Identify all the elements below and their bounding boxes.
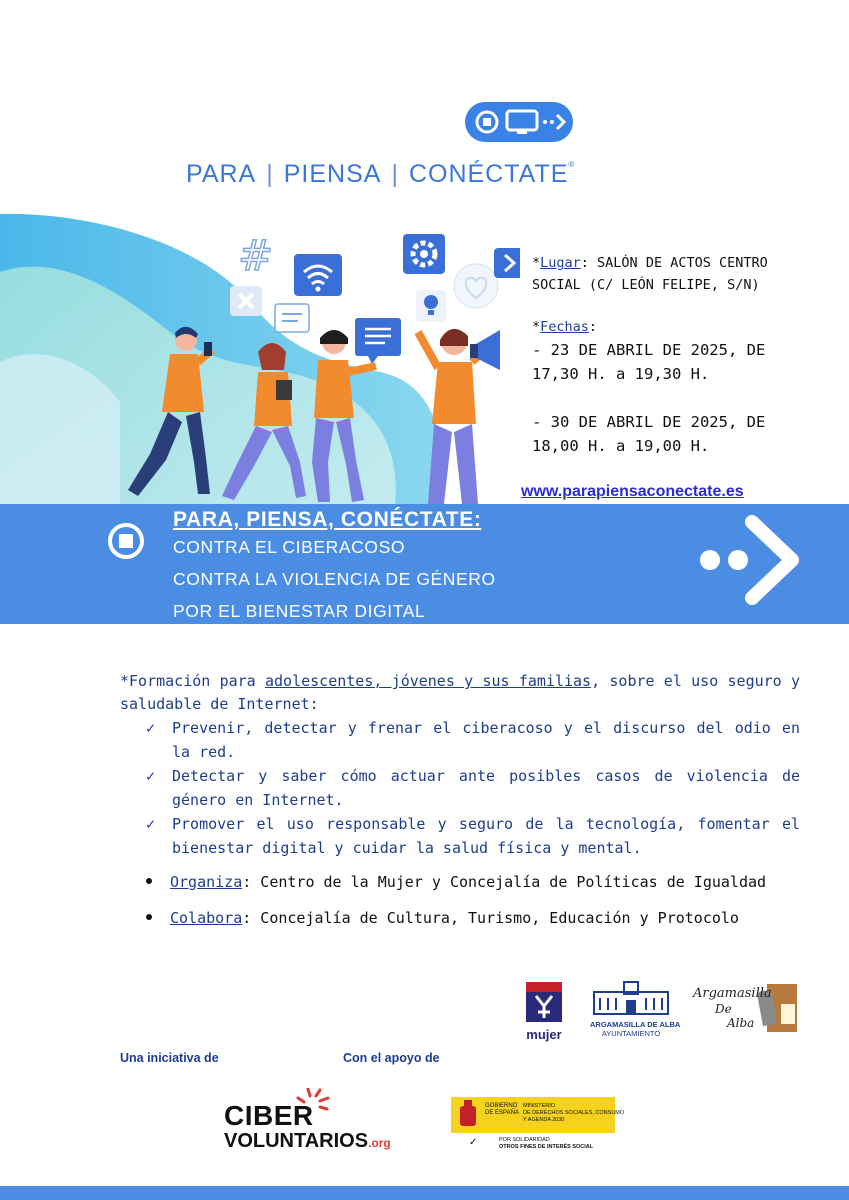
logo-mujer [524, 982, 564, 1042]
fecha-1-line-1: - 23 DE ABRIL DE 2025, DE [532, 341, 766, 359]
lugar-line-1: *Lugar: SALÓN DE ACTOS CENTRO [532, 255, 768, 271]
registered-mark: ® [568, 160, 576, 169]
argamasilla-text-3: Alba [727, 1016, 755, 1030]
logo-mujer-text: mujer [526, 1027, 562, 1042]
apoyo-label: Con el apoyo de [343, 1051, 440, 1065]
bullet-icon [146, 878, 152, 884]
fecha-2-line-2: 18,00 H. a 19,00 H. [532, 437, 710, 455]
banner-line-bienestar: POR EL BIENESTAR DIGITAL [173, 601, 426, 621]
intro-paragraph [120, 670, 800, 716]
objectives-list [146, 716, 800, 860]
dot-icon [700, 550, 720, 570]
intro-prefix: *Formación para [120, 672, 265, 690]
wifi-icon [294, 254, 342, 296]
lugar-text-1: SALÓN DE ACTOS CENTRO [597, 255, 768, 271]
svg-text:#: # [238, 231, 274, 280]
colabora-label: Colabora [170, 909, 243, 927]
lugar-text-2: SOCIAL (C/ LEÓN FELIPE, S/N) [532, 277, 760, 293]
ayto-name: ARGAMASILLA DE ALBA [590, 1020, 681, 1029]
logo-badge-icons [465, 102, 573, 142]
close-icon [230, 286, 262, 316]
town-hall-icon [590, 980, 672, 1016]
banner-title: PARA, PIENSA, CONÉCTATE: [173, 508, 482, 531]
cibervoluntarios-voluntarios: VOLUNTARIOS.org [224, 1130, 391, 1152]
chevron-right-icon [752, 522, 792, 598]
hashtag-icon [238, 231, 273, 280]
event-info [532, 252, 832, 458]
mujer-emblem-icon [524, 982, 564, 1024]
intro-audience: adolescentes, jóvenes y sus familias [264, 672, 592, 690]
logo-gobierno [451, 1097, 625, 1153]
heart-icon [454, 264, 498, 308]
fechas-label: Fechas [540, 319, 589, 335]
logo-part-conectate: CONÉCTATE [408, 160, 569, 188]
logo-part-piensa: PIENSA [283, 160, 382, 188]
logo-wordmark: PARA | PIENSA | CONÉCTATE® [186, 160, 576, 188]
lugar-label: Lugar [540, 255, 581, 271]
colabora-text: : Concejalía de Cultura, Turismo, Educación y Protocolo [242, 909, 739, 927]
banner-line-ciberacoso: CONTRA EL CIBERACOSO [173, 537, 406, 557]
intro-suffix: , sobre el uso seguro y saludable de Internet: [120, 672, 801, 713]
hero-illustration [0, 212, 520, 504]
cibervoluntarios-ciber: CIBER [224, 1100, 314, 1131]
organiza-line [146, 873, 826, 891]
argamasilla-text-1: Argamasilla [693, 986, 772, 1001]
bullet-icon [146, 914, 152, 920]
gear-icon [403, 234, 445, 274]
organiza-text: : Centro de la Mujer y Concejalía de Políticas de Igualdad [242, 873, 767, 891]
list-item: ✓ Prevenir, detectar y frenar el ciberacoso y el discurso del odio en la red. [146, 716, 800, 764]
logo-part-para: PARA [186, 160, 257, 188]
argamasilla-text-2: De [715, 1002, 732, 1016]
fecha-2-line-1: - 30 DE ABRIL DE 2025, DE [532, 413, 766, 431]
cibervoluntarios-org: .org [368, 1136, 391, 1150]
fechas-line: *Fechas: [532, 319, 598, 335]
check-icon: ✓ [146, 767, 156, 785]
website-link[interactable]: www.parapiensaconectate.es [521, 483, 744, 500]
bottom-bar [0, 1186, 849, 1200]
check-icon: ✓ [146, 815, 156, 833]
iniciativa-label: Una iniciativa de [120, 1051, 219, 1065]
message-icon [355, 318, 401, 364]
chat-icon [275, 304, 309, 332]
logo-ayuntamiento [590, 980, 681, 1040]
list-item: ✓ Detectar y saber cómo actuar ante posibles casos de violencia de género en Internet. [146, 764, 800, 812]
ministerio-text: MINISTERIO DE DERECHOS SOCIALES, CONSUMO Y AGENDA 2030 [523, 1103, 625, 1123]
check-icon: ✓ [146, 719, 156, 737]
gobierno-text: GOBIERNO DE ESPAÑA [485, 1103, 519, 1116]
chevron-right-icon [494, 248, 520, 278]
organiza-label: Organiza [170, 873, 243, 891]
list-item: ✓ Promover el uso responsable y seguro de la tecnología, fomentar el bienestar digital y cuidar la salud física y mental. [146, 812, 800, 860]
check-icon: ✓ [469, 1137, 478, 1148]
lightbulb-icon [416, 290, 446, 322]
fecha-1-line-2: 17,30 H. a 19,30 H. [532, 365, 710, 383]
logo-argamasilla [693, 984, 798, 1036]
banner-line-violencia: CONTRA LA VIOLENCIA DE GÉNERO [173, 569, 496, 589]
coat-of-arms-icon [457, 1100, 479, 1130]
solidaridad-text: POR SOLIDARIDAD OTROS FINES DE INTERÉS SOCIAL [499, 1137, 594, 1150]
ayto-sub: AYUNTAMIENTO [601, 1029, 661, 1038]
logo-badge [465, 102, 573, 142]
colabora-line [146, 909, 826, 927]
